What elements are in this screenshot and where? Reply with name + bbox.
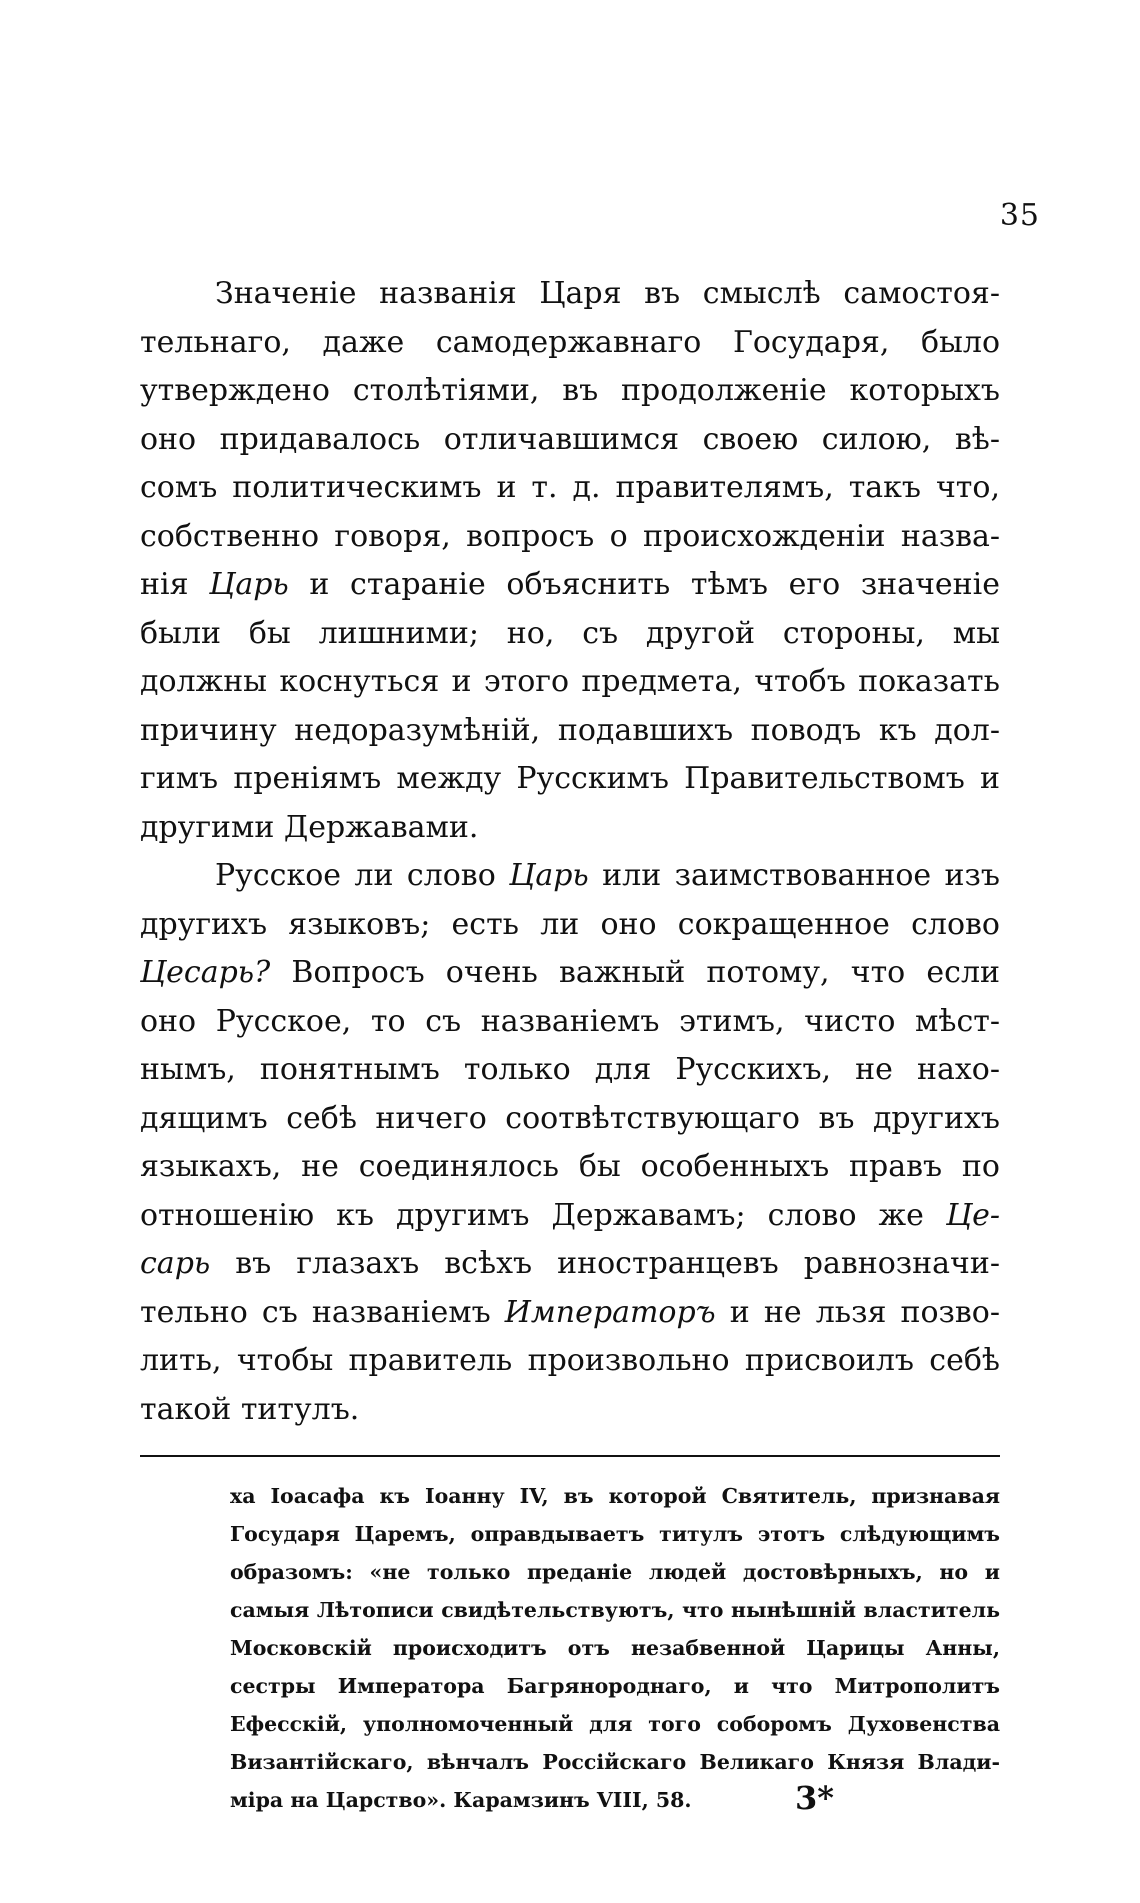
text-line: другими Державами. (140, 809, 479, 845)
text-line: были бы лишними; но, съ другой стороны, мы (140, 615, 1000, 651)
footnote-line: Московскій происходитъ отъ незабвенной Царицы Анны, (230, 1636, 1000, 1660)
text-line: причину недоразумѣній, подавшихъ поводъ къ дол- (140, 712, 1000, 748)
text-line (140, 949, 1000, 998)
text-line (140, 561, 1000, 610)
text-segment: или заимствованное изъ (588, 858, 1000, 893)
text-line (140, 1289, 1000, 1338)
text-line: тельнаго, даже самодержавнаго Государя, было (140, 324, 1000, 360)
italic-term: Царь (509, 858, 589, 893)
text-line: нымъ, понятнымъ только для Русскихъ, не нахо- (140, 1052, 1000, 1087)
italic-term: Цесарь? (140, 955, 271, 990)
text-line: оно Русское, то съ названіемъ этимъ, чисто мѣст- (140, 1003, 1000, 1039)
italic-term: сарь (140, 1246, 211, 1281)
footnote-line: образомъ: «не только преданіе людей достовѣрныхъ, но и (230, 1560, 1000, 1584)
text-segment: въ глазахъ всѣхъ иностранцевъ равнозначи- (210, 1246, 1000, 1281)
text-line: такой титулъ. (140, 1391, 360, 1427)
body-text (140, 270, 1000, 1434)
text-line: сомъ политическимъ и т. д. правителямъ, такъ что, (140, 470, 1000, 505)
italic-term: Императоръ (504, 1294, 716, 1330)
italic-term: Це- (945, 1197, 1000, 1233)
text-line: гимъ преніямъ между Русскимъ Правительствомъ и (140, 761, 1000, 796)
text-segment: и стараніе объяснить тѣмъ его значеніе (288, 567, 1000, 602)
text-line: лить, чтобы правитель произвольно присвоилъ себѣ (140, 1343, 1000, 1378)
text-line (140, 852, 1000, 901)
footnote (230, 1477, 1000, 1819)
footnote-line: самыя Лѣтописи свидѣтельствуютъ, что нынѣшній властитель (230, 1598, 1000, 1622)
text-segment: Вопросъ очень важный потому, что если (270, 955, 1000, 990)
text-line: оно придавалось отличавшимся своею силою, вѣ- (140, 421, 1000, 457)
text-line: другихъ языковъ; есть ли оно сокращенное слово (140, 906, 1000, 942)
text-line (140, 1240, 1000, 1289)
text-line: должны коснуться и этого предмета, чтобъ показать (140, 664, 1000, 699)
text-segment: Русское ли слово (215, 858, 510, 893)
footnote-rule (140, 1455, 1000, 1457)
footnote-line: сестры Императора Багрянороднаго, и что Митрополитъ (230, 1674, 1000, 1698)
footnote-line: міра на Царство». Карамзинъ VIII, 58. (230, 1788, 692, 1812)
text-line: Значеніе названія Царя въ смыслѣ самостоя- (215, 276, 1000, 311)
page-number: 35 (999, 198, 1040, 233)
text-line: собственно говоря, вопросъ о происхожденіи назва- (140, 518, 1000, 554)
text-segment: нія (140, 567, 210, 602)
signature-mark: 3* (795, 1779, 834, 1817)
text-segment: тельно съ названіемъ (140, 1294, 505, 1330)
text-segment: отношенію къ другимъ Державамъ; слово же (140, 1197, 946, 1233)
footnote-line: Византійскаго, вѣнчалъ Россійскаго Великаго Князя Влади- (230, 1750, 1000, 1774)
text-segment: и не льзя позво- (715, 1294, 1000, 1330)
text-line (140, 1192, 1000, 1241)
text-line: языкахъ, не соединялось бы особенныхъ правъ по (140, 1149, 1000, 1184)
footnote-line: ха Іоасафа къ Іоанну IV, въ которой Святитель, признавая (230, 1484, 1000, 1508)
text-line: дящимъ себѣ ничего соотвѣтствующаго въ другихъ (140, 1100, 1000, 1136)
text-line: утверждено столѣтіями, въ продолженіе которыхъ (140, 373, 1000, 408)
footnote-line: Ефесскій, уполномоченный для того соборомъ Духовенства (230, 1712, 1000, 1736)
paragraph (140, 270, 1000, 852)
italic-term: Царь (209, 567, 289, 602)
footnote-line: Государя Царемъ, оправдываетъ титулъ этотъ слѣдующимъ (230, 1522, 1000, 1546)
paragraph (140, 852, 1000, 1434)
